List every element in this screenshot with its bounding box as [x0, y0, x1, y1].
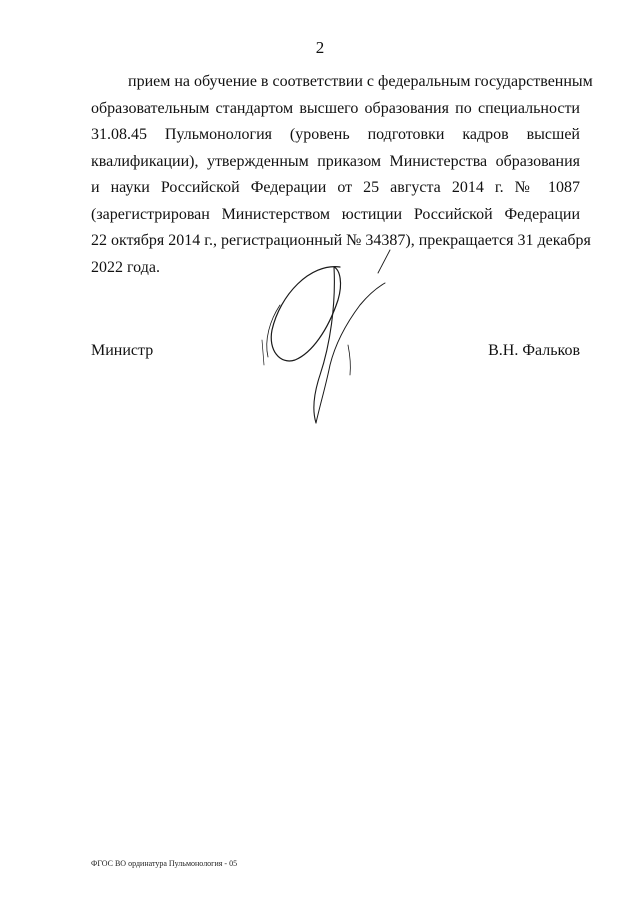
text-line: (зарегистрирован Министерством юстиции Российской Федерации	[91, 205, 580, 223]
signatory-title: Министр	[91, 342, 154, 359]
text-line: и науки Российской Федерации от 25 августа 2014 г. № 1087	[91, 179, 580, 196]
signatory-name: В.Н. Фальков	[488, 342, 580, 359]
page-number: 2	[315, 38, 325, 57]
text-line: образовательным стандартом высшего образования по специальности	[91, 99, 580, 117]
text-line: 2022 года.	[91, 258, 160, 276]
text-line: 22 октября 2014 г., регистрационный № 34387), прекращается 31 декабря	[91, 232, 591, 249]
text-line: 31.08.45 Пульмонология (уровень подготовки кадров высшей	[91, 126, 580, 143]
text-line: квалификации), утвержденным приказом Министерства образования	[91, 152, 580, 170]
handwritten-signature-icon	[250, 245, 400, 430]
text-line: прием на обучение в соответствии с федеральным государственным	[128, 73, 593, 90]
footer-note: ФГОС ВО ординатура Пульмонология - 05	[91, 859, 238, 868]
